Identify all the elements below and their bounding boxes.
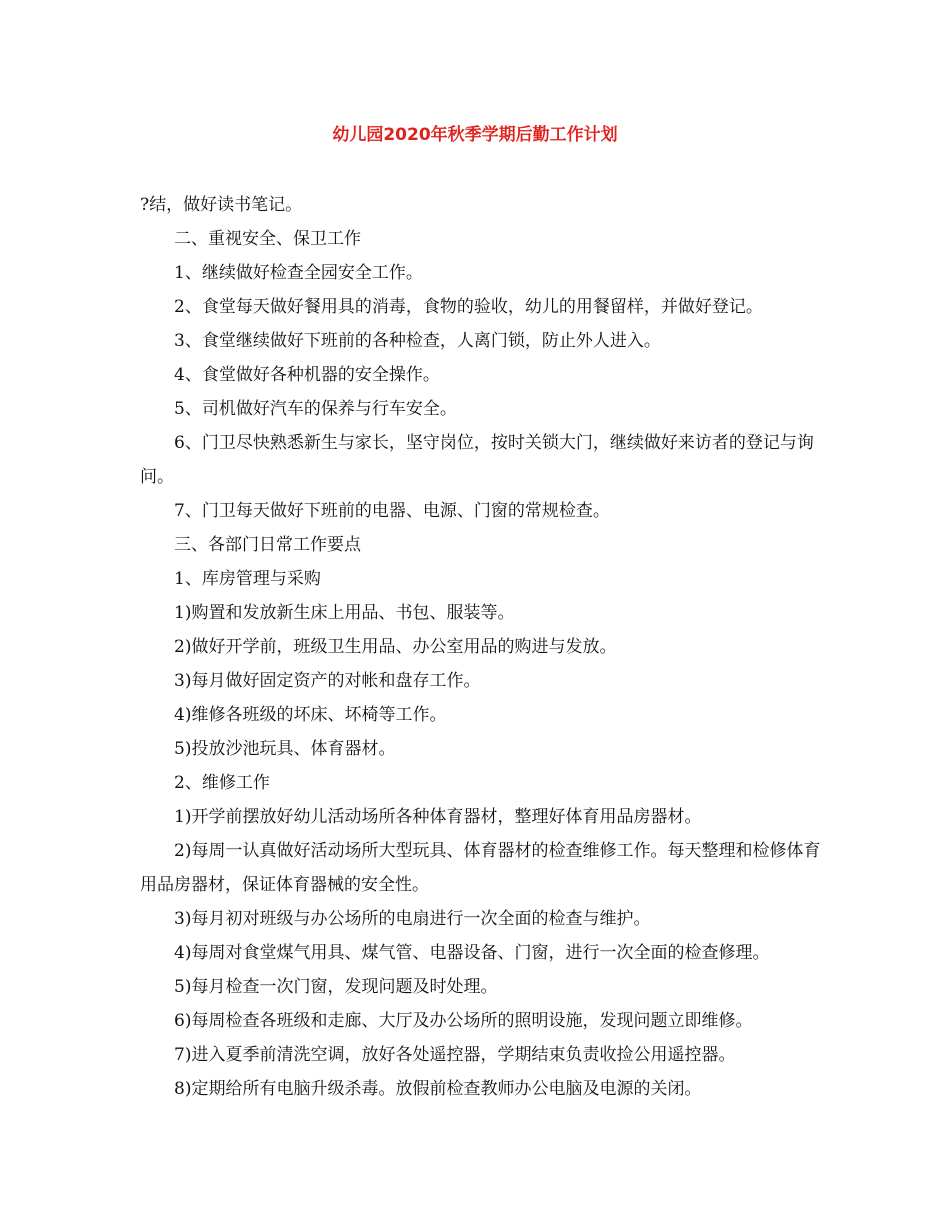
paragraph: 8)定期给所有电脑升级杀毒。放假前检查教师办公电脑及电源的关闭。 (174, 1079, 702, 1099)
paragraph: 3)每月初对班级与办公场所的电扇进行一次全面的检查与维护。 (174, 909, 651, 929)
document-body (140, 188, 830, 1106)
paragraph: 4)维修各班级的坏床、坏椅等工作。 (174, 705, 447, 725)
paragraph: 6)每周检查各班级和走廊、大厅及办公场所的照明设施，发现问题立即维修。 (174, 1011, 753, 1031)
paragraph: 7、门卫每天做好下班前的电器、电源、门窗的常规检查。 (174, 501, 610, 521)
paragraph: 5、司机做好汽车的保养与行车安全。 (174, 399, 457, 419)
document-title: 幼儿园2020年秋季学期后勤工作计划 (332, 125, 618, 145)
paragraph: 5)投放沙池玩具、体育器材。 (174, 739, 396, 759)
paragraph: 1)开学前摆放好幼儿活动场所各种体育器材，整理好体育用品房器材。 (174, 807, 702, 827)
paragraph: 5)每月检查一次门窗，发现问题及时处理。 (174, 977, 498, 997)
paragraph: 2、食堂每天做好餐用具的消毒，食物的验收，幼儿的用餐留样，并做好登记。 (174, 297, 763, 317)
paragraph: 三、各部门日常工作要点 (174, 535, 361, 555)
paragraph: 4)每周对食堂煤气用具、煤气管、电器设备、门窗，进行一次全面的检查修理。 (174, 943, 770, 963)
paragraph: 6、门卫尽快熟悉新生与家长，坚守岗位，按时关锁大门，继续做好来访者的登记与询问。 (140, 433, 814, 487)
paragraph: ?结，做好读书笔记。 (140, 195, 303, 215)
paragraph: 2)每周一认真做好活动场所大型玩具、体育器材的检查维修工作。每天整理和检修体育用品房器材，保证体育器械的安全性。 (140, 841, 821, 895)
paragraph: 2)做好开学前，班级卫生用品、办公室用品的购进与发放。 (174, 637, 617, 657)
paragraph: 1、继续做好检查全园安全工作。 (174, 263, 423, 283)
paragraph: 4、食堂做好各种机器的安全操作。 (174, 365, 440, 385)
paragraph: 3)每月做好固定资产的对帐和盘存工作。 (174, 671, 481, 691)
paragraph: 2、维修工作 (174, 773, 270, 793)
paragraph: 1、库房管理与采购 (174, 569, 321, 589)
paragraph: 3、食堂继续做好下班前的各种检查，人离门锁，防止外人进入。 (174, 331, 661, 351)
paragraph: 二、重视安全、保卫工作 (174, 229, 361, 249)
paragraph: 7)进入夏季前清洗空调，放好各处遥控器，学期结束负责收捡公用遥控器。 (174, 1045, 736, 1065)
paragraph: 1)购置和发放新生床上用品、书包、服装等。 (174, 603, 515, 623)
